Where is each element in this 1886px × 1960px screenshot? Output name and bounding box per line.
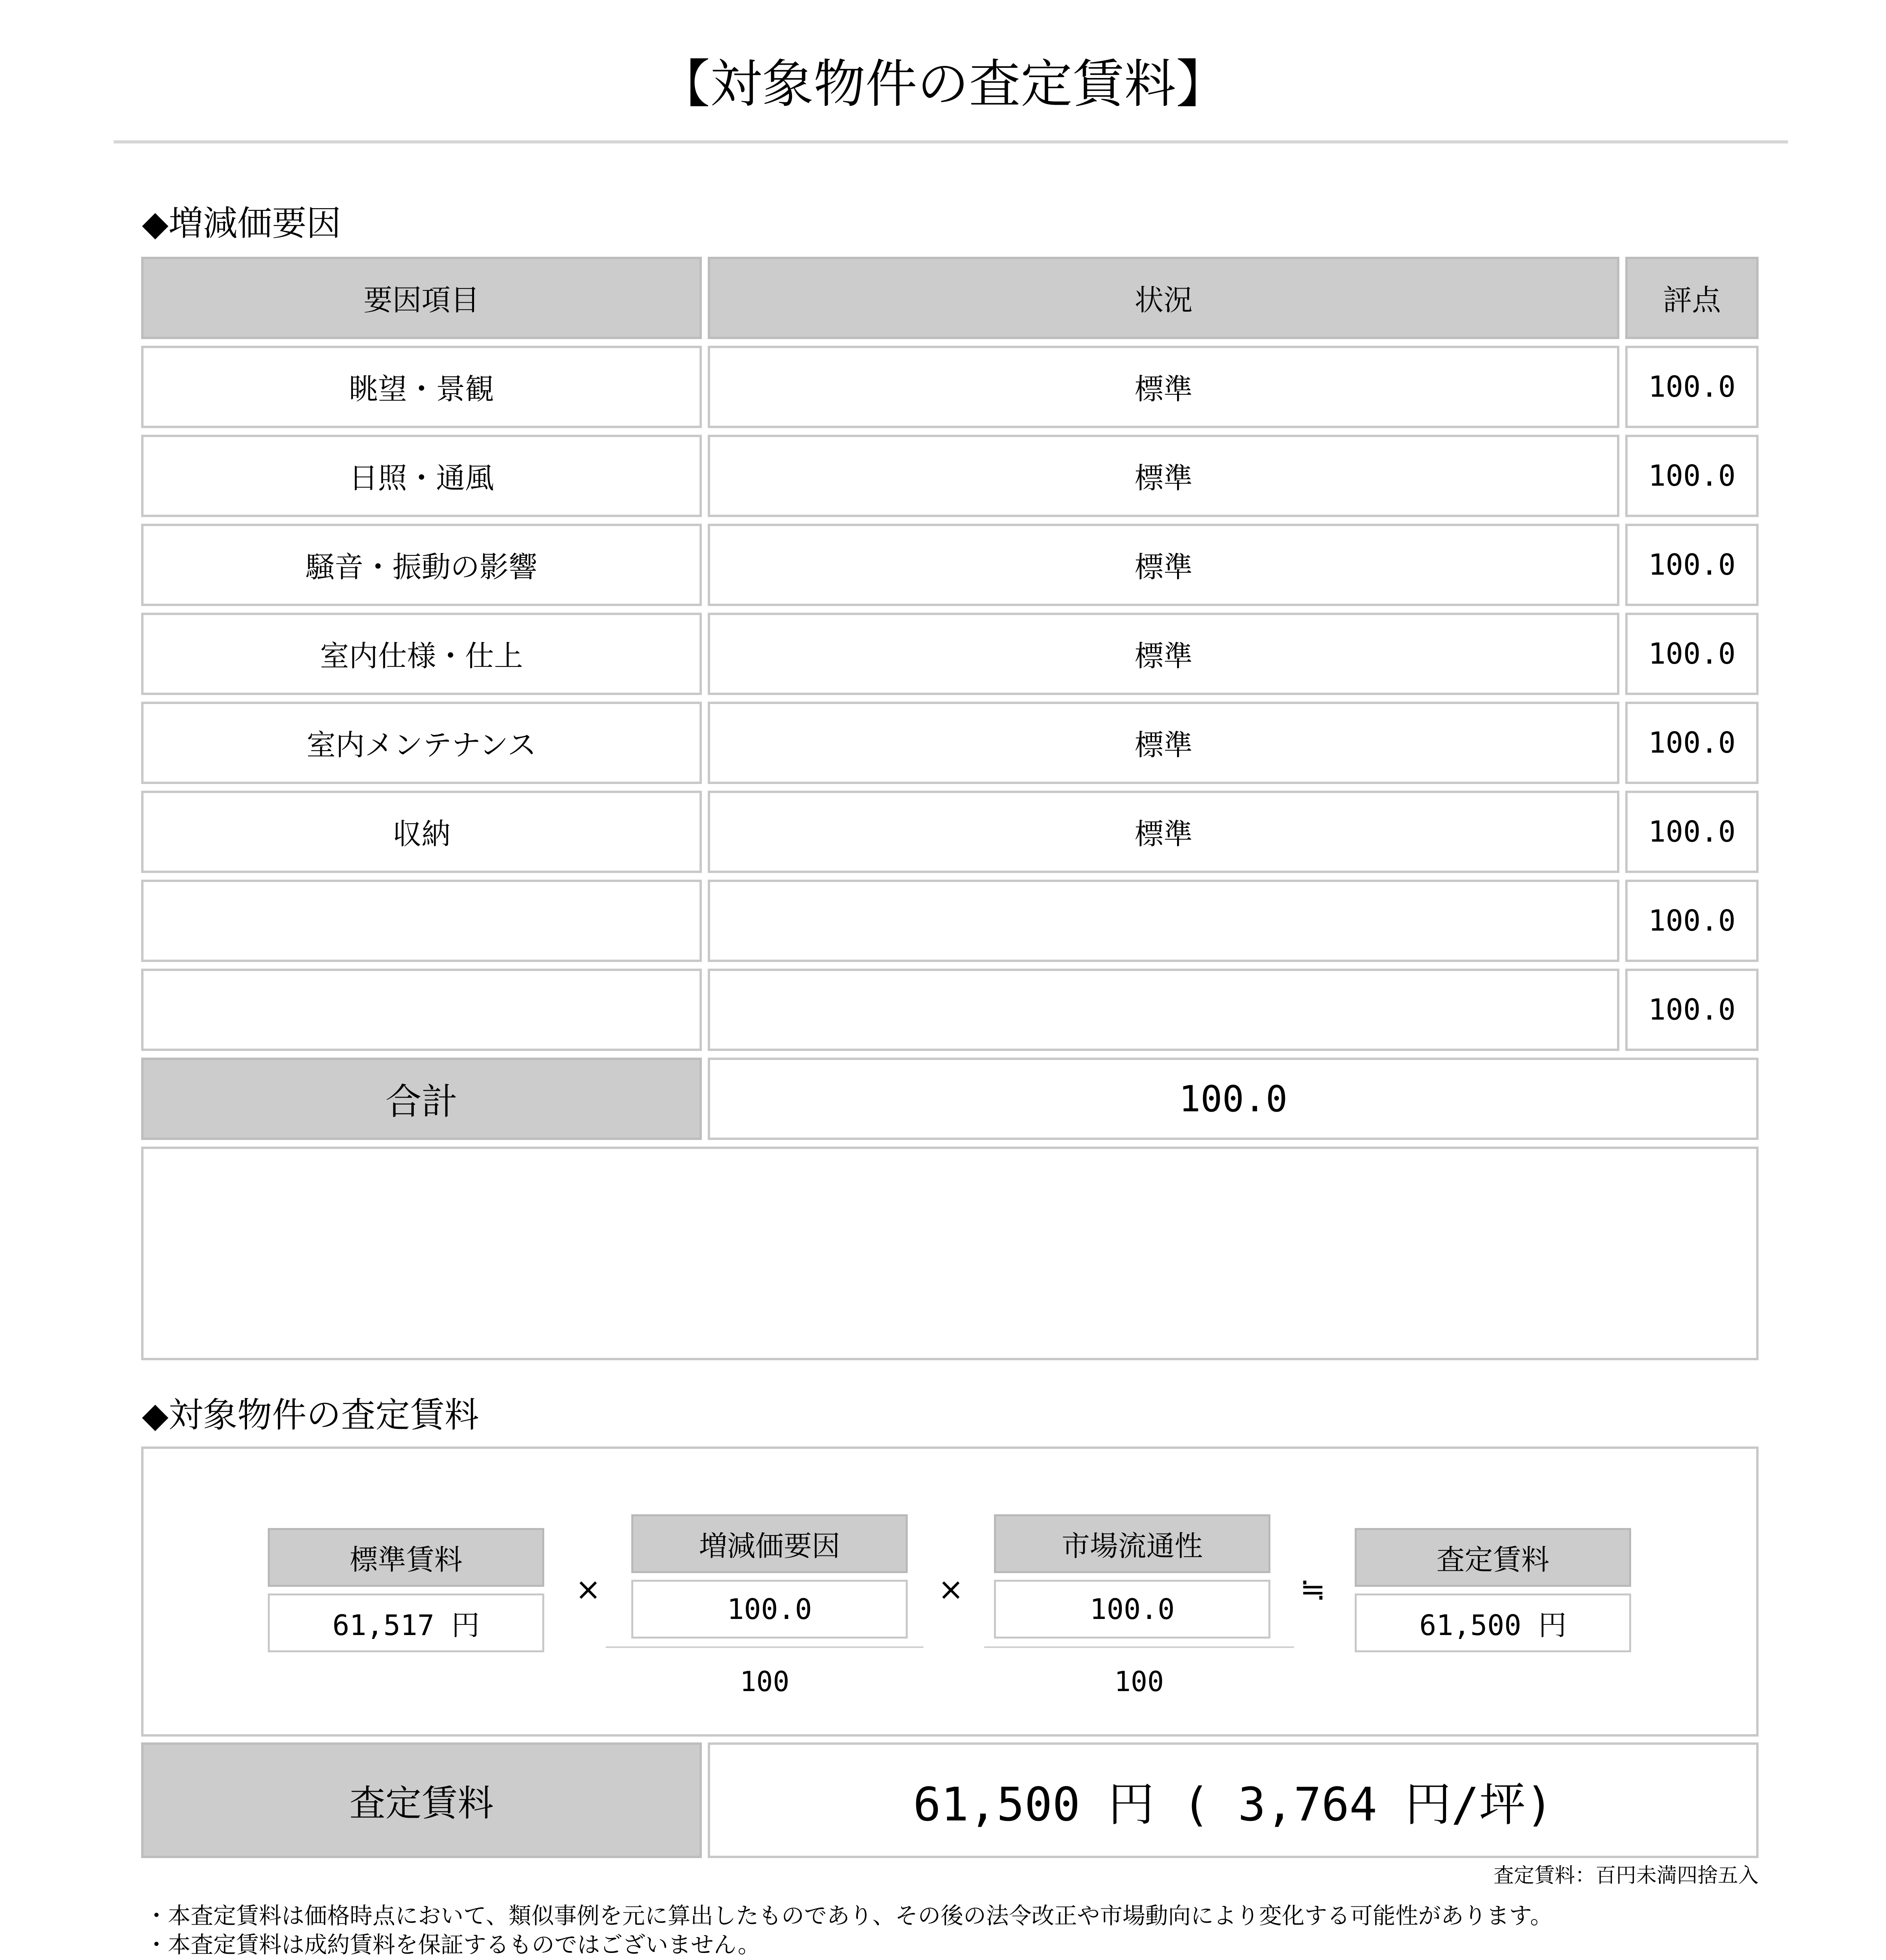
row-score: 100.0 — [1625, 791, 1759, 873]
row-item: 騒音・振動の影響 — [141, 524, 702, 606]
row-score: 100.0 — [1625, 880, 1759, 962]
row-status: 標準 — [708, 435, 1619, 517]
row-item — [141, 969, 702, 1051]
approx-equal-operator: ≒ — [1300, 1572, 1326, 1607]
row-item: 室内メンテナンス — [141, 702, 702, 784]
row-item — [141, 880, 702, 962]
final-rent-label: 査定賃料 — [141, 1742, 702, 1858]
assessed-rent-label: 査定賃料 — [1355, 1528, 1631, 1587]
row-score: 100.0 — [1625, 969, 1759, 1051]
final-rent-value: 61,500 円 ( 3,764 円/坪) — [708, 1742, 1759, 1858]
factor-denominator: 100 — [740, 1666, 790, 1698]
factor-fraction-line — [606, 1646, 923, 1648]
row-status: 標準 — [708, 613, 1619, 695]
row-score: 100.0 — [1625, 702, 1759, 784]
column-header-item: 要因項目 — [141, 257, 702, 339]
disclaimer-note: ・本査定賃料は成約賃料を保証するものではございません。 — [145, 1931, 761, 1958]
standard-rent-value: 61,517 円 — [268, 1593, 544, 1652]
row-status: 標準 — [708, 702, 1619, 784]
factors-heading: ◆増減価要因 — [142, 203, 341, 243]
multiply-operator-1: × — [575, 1572, 601, 1607]
row-status — [708, 880, 1619, 962]
row-item: 収納 — [141, 791, 702, 873]
row-status: 標準 — [708, 791, 1619, 873]
row-score: 100.0 — [1625, 613, 1759, 695]
row-score: 100.0 — [1625, 435, 1759, 517]
row-status: 標準 — [708, 346, 1619, 428]
multiply-operator-2: × — [938, 1572, 964, 1607]
assessed-rent-value: 61,500 円 — [1355, 1593, 1631, 1652]
row-status: 標準 — [708, 524, 1619, 606]
factor-label: 増減価要因 — [631, 1514, 908, 1573]
title-divider — [114, 140, 1788, 143]
row-score: 100.0 — [1625, 346, 1759, 428]
rent-heading: ◆対象物件の査定賃料 — [142, 1395, 479, 1435]
liquidity-fraction-line — [984, 1646, 1294, 1648]
column-header-score: 評点 — [1625, 257, 1759, 339]
column-header-status: 状況 — [708, 257, 1619, 339]
row-item: 室内仕様・仕上 — [141, 613, 702, 695]
disclaimer-note: ・本査定賃料は価格時点において、類似事例を元に算出したものであり、その後の法令改正や市場動向により変化する可能性があります。 — [145, 1902, 1553, 1929]
liquidity-value: 100.0 — [994, 1580, 1270, 1639]
page-title: 【対象物件の査定賃料】 — [658, 54, 1228, 114]
liquidity-denominator: 100 — [1114, 1666, 1164, 1698]
row-item: 日照・通風 — [141, 435, 702, 517]
total-value: 100.0 — [708, 1058, 1759, 1140]
standard-rent-label: 標準賃料 — [268, 1528, 544, 1587]
liquidity-label: 市場流通性 — [994, 1514, 1270, 1573]
total-label: 合計 — [141, 1058, 702, 1140]
remarks-box — [141, 1147, 1759, 1360]
row-score: 100.0 — [1625, 524, 1759, 606]
rounding-note: 査定賃料：百円未満四捨五入 — [1493, 1864, 1759, 1887]
factor-value: 100.0 — [631, 1580, 908, 1639]
row-item: 眺望・景観 — [141, 346, 702, 428]
row-status — [708, 969, 1619, 1051]
